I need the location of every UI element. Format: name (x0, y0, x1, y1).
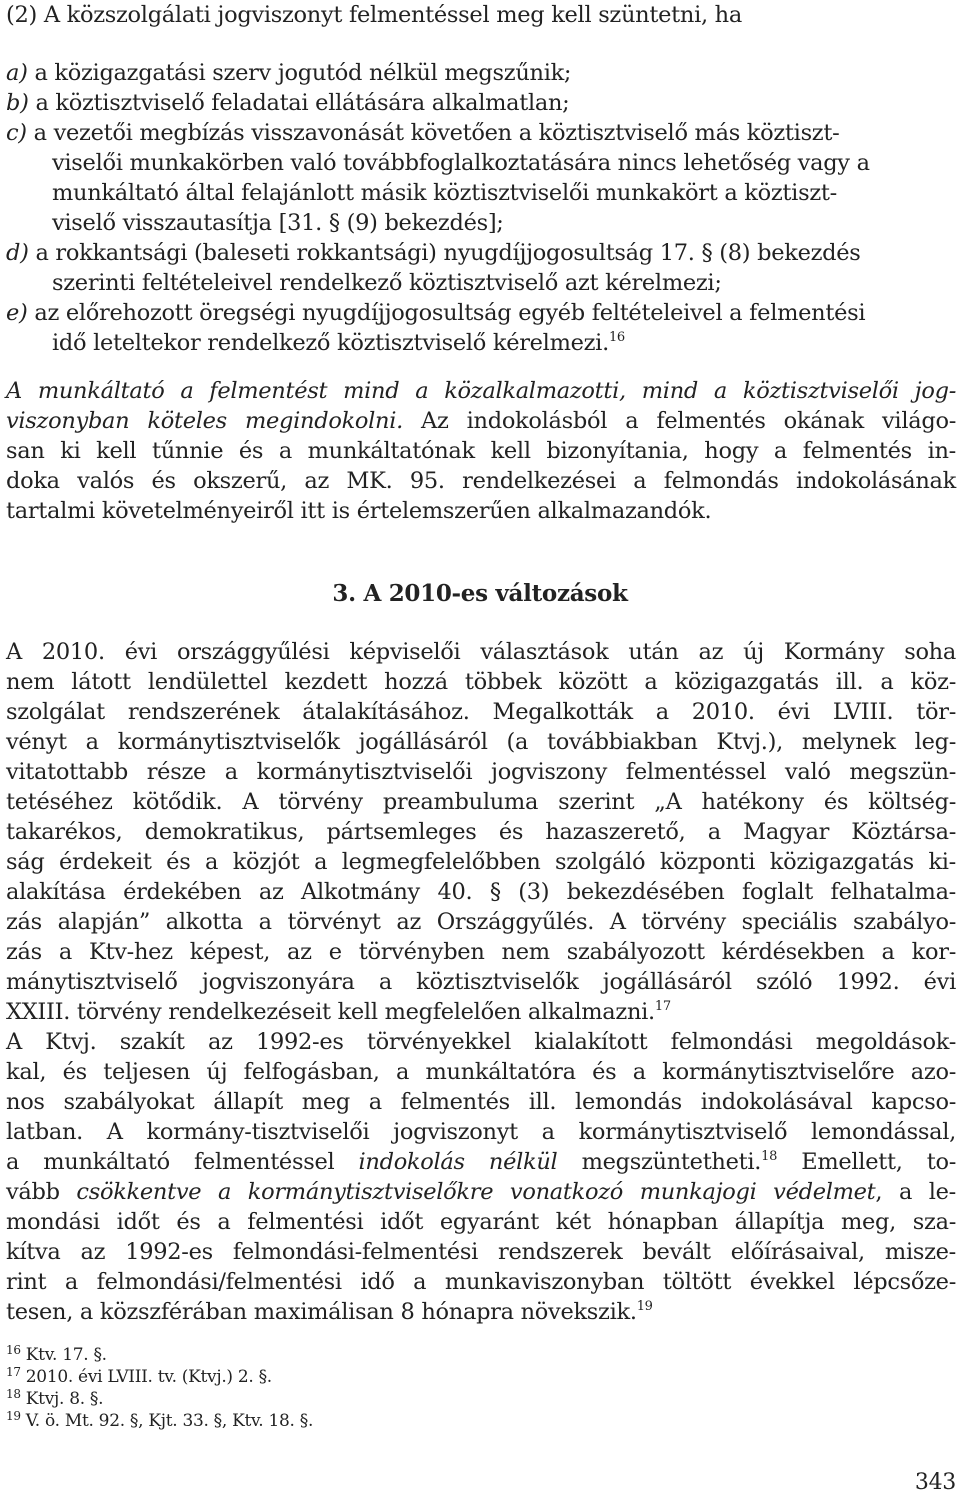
section-intro: (2) A közszolgálati jogviszonyt felmentéssel meg kell szüntetni, ha (6, 2, 742, 28)
item-label: c) (6, 120, 27, 146)
item-e-line-2: idő leteltekor rendelkező köztisztviselő kérelmezi.$^{16}$ (52, 330, 625, 356)
footnote-17: $^{17}$ 2010. évi LVIII. tv. (Ktvj.) 2. §. (6, 1365, 272, 1387)
footnote-19: $^{19}$ V. ö. Mt. 92. §, Kjt. 33. §, Ktv. 18. §. (6, 1409, 314, 1431)
item-d-line-2: szerinti feltételeivel rendelkező köztisztviselő azt kérelmezi; (52, 270, 722, 296)
footnote-ref-18: 18 (761, 1149, 778, 1164)
footnote-ref-16: 16 (608, 330, 625, 345)
item-c-line-2: viselői munkakörben való továbbfoglalkoztatására nincs lehetőség vagy a (52, 150, 870, 176)
item-label: d) (6, 240, 29, 266)
paragraph-justification: A munkáltató a felmentést mind a közalkalmazotti, mind a köztisztviselői jog- viszonyban köteles megindokolni. Az indokolásból a felmentés okának világo- san ki kell tűnnie és a munkáltatónak kell bizonyítania, hogy a felmentés in- doka valós és okszerű, az MK. 95. rendelkezései a felmondás indokolásának tartalmi követelményeiről itt is értelemszerűen alkalmazandók. (6, 378, 956, 524)
page-number: 343 (914, 1470, 956, 1495)
item-text: a vezetői megbízás visszavonását követően a köztisztviselő más köztiszt- (33, 120, 840, 146)
item-text: a köztisztviselő feladatai ellátására alkalmatlan; (35, 90, 570, 116)
list-item-e (6, 302, 865, 325)
list-item-a (6, 62, 571, 85)
item-text: a rokkantsági (baleseti rokkantsági) nyugdíjjogosultság 17. § (8) bekezdés (35, 240, 861, 266)
list-item-b (6, 92, 569, 115)
paragraph-changes-2010: A 2010. évi országgyűlési képviselői választások után az új Kormány soha nem látott lendülettel kezdett hozzá többek között a közigazgatás ill. a köz- szolgálat rendszerének átalakításához. Megalkották a 2010. évi LVIII. tör- vényt a kormánytisztviselők jogállásáról (a továbbiakban Ktvj.), melynek leg- vitatottabb része a kormánytisztviselői jogviszony felmentéssel való megszün- tetéséhez kötődik. A törvény preambuluma szerint „A hatékony és költség- takarékos, demokratikus, pártsemleges és hazaszerető, a Magyar Köztársa- ság érdekeit és a közjót a legmegfelelőbben szolgáló központi közigazgatás ki- alakítása érdekében az Alkotmány 40. § (3) bekezdésében foglalt felhatalma- zás alapján” alkotta a törvényt az Országgyűlés. A törvény speciális szabályo- zás a Ktv-hez képest, az e törvényben nem szabályozott kérdésekben a kor- mánytisztviselő jogviszonyára a köztisztviselők jogállásáról szóló 1992. évi XXIII. törvény rendelkezéseit kell megfelelően alkalmazni.$^{17}$ (6, 639, 956, 1025)
item-label: a) (6, 60, 28, 86)
footnote-16: $^{16}$ Ktv. 17. §. (6, 1343, 107, 1365)
section-heading: 3. A 2010-es változások (332, 580, 628, 607)
item-text: a közigazgatási szerv jogutód nélkül megszűnik; (34, 60, 572, 86)
item-label: b) (6, 90, 29, 116)
item-text: az előrehozott öregségi nyugdíjjogosultság egyéb feltételeivel a felmentési (34, 300, 866, 326)
paragraph-ktvj: A Ktvj. szakít az 1992-es törvényekkel kialakított felmondási megoldások- kal, és teljesen új felfogásban, a munkáltatóra és a kormánytisztviselőre azo- nos szabályokat állapít meg a felmentés ill. lemondás indokolásával kapcso- latban. A kormány-tisztviselői jogviszonyt a kormánytisztviselő lemondással, a munkáltató felmentéssel indokolás nélkül megszüntetheti.$^{18}$ Emellett, to- vább csökkentve a kormánytisztviselőkre vonatkozó munkajogi védelmet, a le- mondási időt és a felmentési időt egyaránt két hónapban állapítja meg, sza- kítva az 1992-es felmondási-felmentési rendszerek bevált előírásaival, misze- rint a felmondási/felmentési idő a munkaviszonyban töltött évekkel lépcsőze- tesen, a közszférában maximálisan 8 hónapra növekszik.$^{19}$ (6, 1029, 956, 1325)
list-item-d (6, 242, 861, 265)
list-item-c (6, 122, 839, 145)
item-c-line-4: viselő visszautasítja [31. § (9) bekezdés]; (52, 210, 504, 236)
footnote-ref-19: 19 (636, 1299, 653, 1314)
item-c-line-3: munkáltató által felajánlott másik köztisztviselői munkakört a köztiszt- (52, 180, 837, 206)
footnote-18: $^{18}$ Ktvj. 8. §. (6, 1387, 104, 1409)
item-label: e) (6, 300, 28, 326)
footnote-ref-17: 17 (654, 999, 671, 1014)
